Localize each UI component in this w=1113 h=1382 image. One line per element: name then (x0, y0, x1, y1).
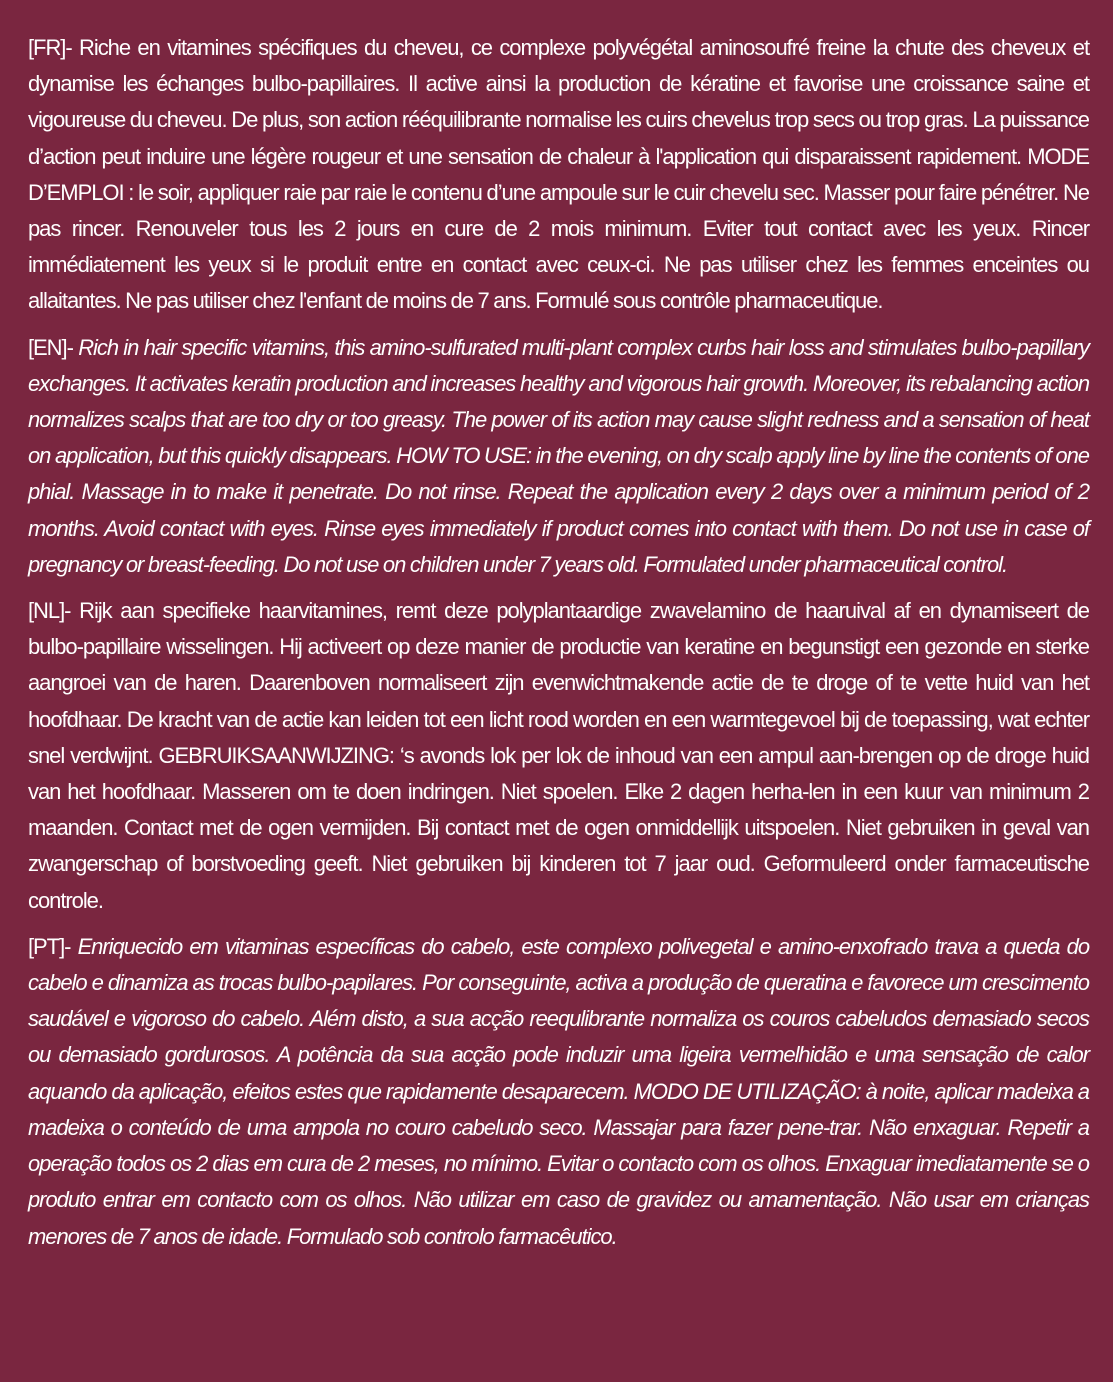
language-tag-fr: [FR]- (28, 35, 72, 60)
section-fr (28, 30, 1089, 320)
language-tag-pt: [PT]- (28, 933, 71, 959)
section-en (28, 330, 1089, 583)
instructions-text-pt: Enriquecido em vitaminas específicas do cabelo, este complexo polivegetal e amino-enxofrado trava a queda do cabelo e dinamiza as trocas bulbo-papilares. Por conseguinte, activa a produção de queratina e favorece um crescimento saudável e vigoroso do cabelo. Além disto, a sua acção reequlibrante normaliza os couros cabeludos demasiado secos ou demasiado gordurosos. A potência da sua acção pode induzir uma ligeira vermelhidão e uma sensação de calor aquando da aplicação, efeitos estes que rapidamente desaparecem. MODO DE UTILIZAÇÃO: à noite, aplicar madeixa a madeixa o conteúdo de uma ampola no couro cabeludo seco. Massajar para fazer pene-trar. Não enxaguar. Repetir a operação todos os 2 dias em cura de 2 meses, no mínimo. Evitar o contacto com os olhos. Enxaguar imediatamente se o produto entrar em contacto com os olhos. Não utilizar em caso de gravidez ou amamentação. Não usar em crianças menores de 7 anos de idade. Formulado sob controlo farmacêutico. (28, 933, 1089, 1249)
section-nl (28, 593, 1089, 919)
language-tag-nl: [NL]- (28, 598, 71, 624)
section-pt (28, 929, 1089, 1255)
instructions-text-en: Rich in hair specific vitamins, this amino-sulfurated multi-plant complex curbs hair loss and stimulates bulbo-papillary exchanges. It activates keratin production and increases healthy and vigorous hair growth. Moreover, its rebalancing action normalizes scalps that are too dry or too greasy. The power of its action may cause slight redness and a sensation of heat on application, but this quickly disappears. HOW TO USE: in the evening, on dry scalp apply line by line the contents of one phial. Massage in to make it penetrate. Do not rinse. Repeat the application every 2 days over a minimum period of 2 months. Avoid contact with eyes. Rinse eyes immediately if product comes into contact with them. Do not use in case of pregnancy or breast-feeding. Do not use on children under 7 years old. Formulated under pharmaceutical control. (28, 334, 1090, 577)
instructions-text-fr: Riche en vitamines spécifiques du cheveu, ce complexe polyvégétal aminosoufré freine la chute des cheveux et dynamise les échanges bulbo-papillaires. Il active ainsi la production de kératine et favorise une croissance saine et vigoureuse du cheveu. De plus, son action rééquilibrante normalise les cuirs chevelus trop secs ou trop gras. La puissance d’action peut induire une légère rougeur et une sensation de chaleur à l'application qui disparaissent rapidement. MODE D’EMPLOI : le soir, appliquer raie par raie le contenu d’une ampoule sur le cuir chevelu sec. Masser pour faire pénétrer. Ne pas rincer. Renouveler tous les 2 jours en cure de 2 mois minimum. Eviter tout contact avec les yeux. Rincer immédiatement les yeux si le produit entre en contact avec ceux-ci. Ne pas utiliser chez les femmes enceintes ou allaitantes. Ne pas utiliser chez l'enfant de moins de 7 ans. Formulé sous contrôle pharmaceutique. (28, 35, 1090, 314)
language-tag-en: [EN]- (28, 334, 73, 360)
instructions-text-nl: Rijk aan specifieke haarvitamines, remt deze polyplantaardige zwavelamino de haaruival af en dynamiseert de bulbo-papillaire wisselingen. Hij activeert op deze manier de productie van keratine en begunstigt een gezonde en sterke aangroei van de haren. Daarenboven normaliseert zijn evenwichtmakende actie de te droge of te vette huid van het hoofdhaar. De kracht van de actie kan leiden tot een licht rood worden en een warmtegevoel bij de toepassing, wat echter snel verdwijnt. GEBRUIKSAANWIJZING: ‘s avonds lok per lok de inhoud van een ampul aan-brengen op de droge huid van het hoofdhaar. Masseren om te doen indringen. Niet spoelen. Elke 2 dagen herha-len in een kuur van minimum 2 maanden. Contact met de ogen vermijden. Bij contact met de ogen onmiddellijk uitspoelen. Niet gebruiken in geval van zwangerschap of borstvoeding geeft. Niet gebruiken bij kinderen tot 7 jaar oud. Geformuleerd onder farmaceutische controle. (28, 598, 1089, 913)
